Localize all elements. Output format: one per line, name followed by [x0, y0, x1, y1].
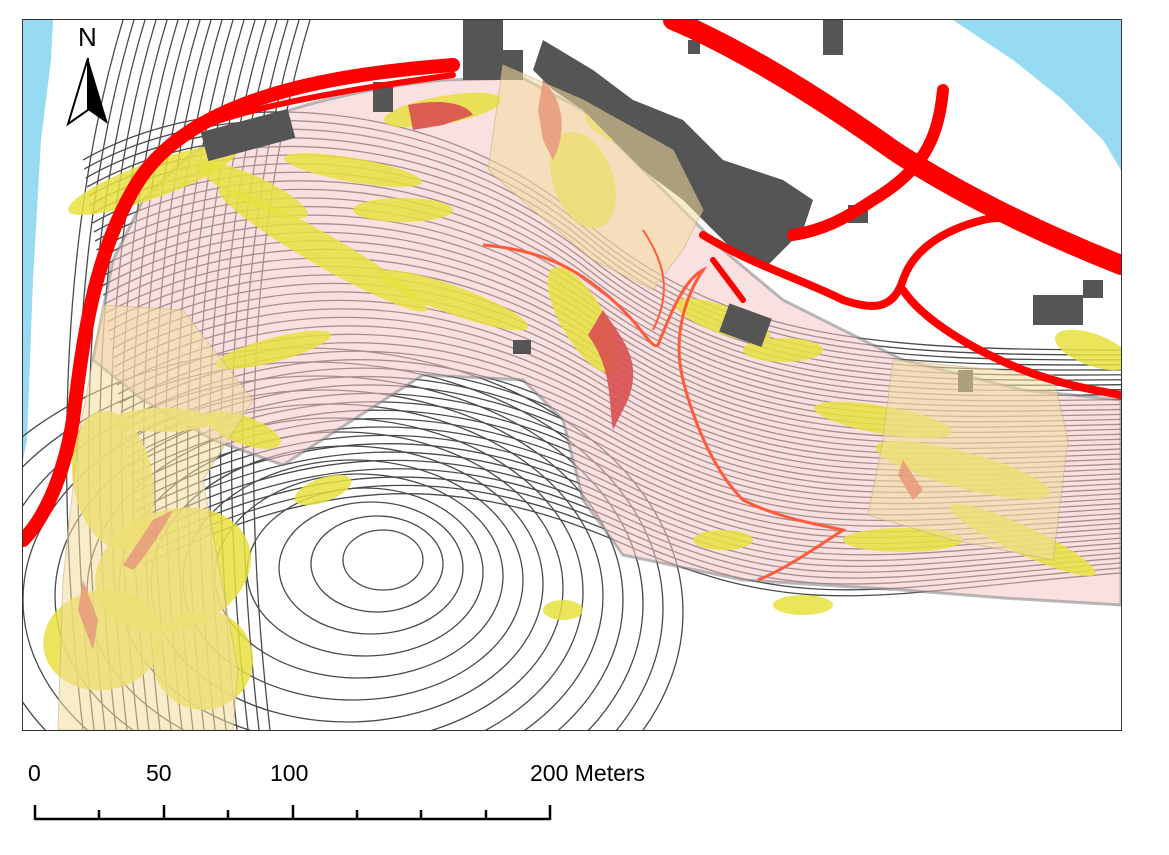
- contour-line: [215, 474, 503, 678]
- slope-zone: [543, 600, 583, 620]
- water-top-right: [953, 20, 1121, 170]
- contour-line: [247, 488, 483, 656]
- scale-label-0: 0: [28, 760, 41, 786]
- map-canvas: [23, 20, 1121, 730]
- scale-label-50: 50: [146, 760, 172, 786]
- scale-bar-line: [0, 760, 700, 840]
- slope-zone: [773, 595, 833, 615]
- north-arrow-icon: [62, 24, 114, 134]
- north-label: N: [78, 22, 97, 52]
- scale-bar: [0, 760, 700, 840]
- scale-label-100: 100: [270, 760, 309, 786]
- contour-line: [343, 530, 423, 590]
- water-left: [23, 20, 53, 460]
- scale-label-200: 200 Meters: [530, 760, 646, 786]
- map-frame[interactable]: [22, 19, 1122, 731]
- slope-zone: [353, 198, 453, 222]
- contour-line: [279, 502, 463, 634]
- slope-zone: [693, 530, 753, 550]
